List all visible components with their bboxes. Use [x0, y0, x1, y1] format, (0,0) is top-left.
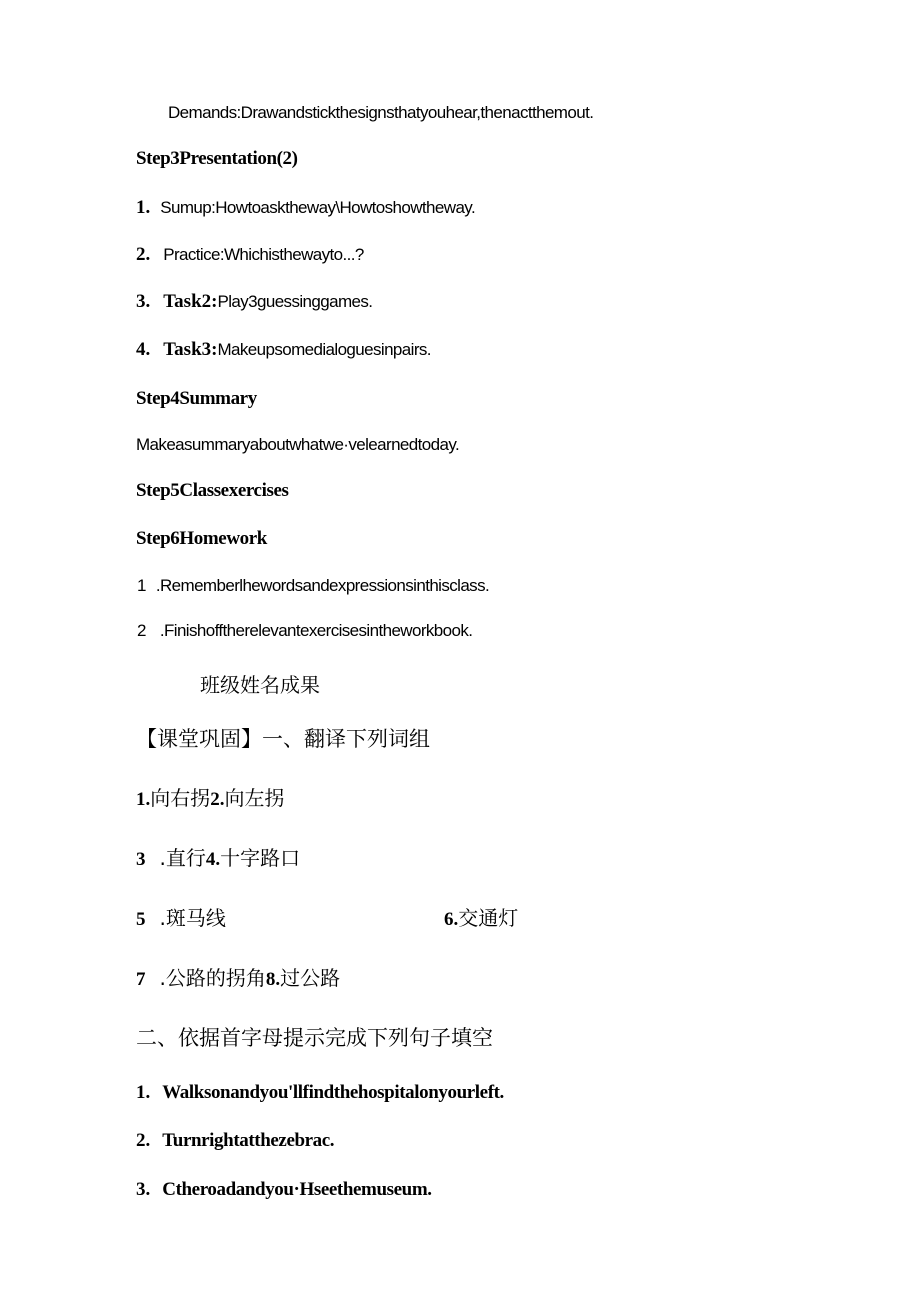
item-number: 2.	[210, 789, 225, 810]
item-number: 3.	[136, 1179, 151, 1200]
translate-row-2	[136, 848, 300, 869]
item-number: 5	[136, 909, 146, 930]
step3-item-3	[136, 292, 372, 311]
step3-heading: Step3Presentation(2)	[136, 148, 298, 169]
fill-item-2	[136, 1131, 334, 1150]
item-text: 十字路口	[220, 846, 301, 870]
item-text: Practice:Whichisthewayto...?	[163, 245, 364, 264]
item-number: 8.	[265, 969, 281, 990]
item-number: 4.	[136, 339, 151, 360]
translate-row-1	[136, 788, 285, 809]
item-number: 2.	[136, 1130, 151, 1151]
translate-row-4	[136, 968, 340, 989]
section2-title: 二、依据首字母提示完成下列句子填空	[136, 1026, 493, 1050]
fill-item-3	[136, 1180, 432, 1199]
class-name-score-line: 班级姓名成果	[200, 673, 320, 697]
item-number: 1.	[136, 197, 151, 218]
item-text: 向左拐	[224, 786, 285, 810]
item-text: 交通灯	[458, 906, 519, 930]
task-label: Task3:	[163, 339, 218, 360]
item-text: Ctheroadandyou·Hseethemuseum.	[162, 1179, 432, 1200]
item-text: .公路的拐角	[159, 966, 266, 990]
item-text: 向右拐	[150, 786, 211, 810]
item-number: 1	[137, 576, 146, 595]
item-text: 过公路	[280, 966, 341, 990]
step3-item-4	[136, 340, 431, 359]
section1-title: 【课堂巩固】一、翻译下列词组	[136, 727, 430, 751]
step6-heading: Step6Homework	[136, 528, 267, 549]
item-text: Makeupsomedialoguesinpairs.	[217, 340, 431, 359]
item-number: 6.	[444, 909, 459, 930]
item-text: Play3guessinggames.	[217, 292, 373, 311]
homework-item-1	[137, 577, 489, 594]
translate-row-3	[136, 908, 226, 929]
item-number: 7	[136, 969, 146, 990]
item-number: 3	[136, 849, 146, 870]
item-number: 2	[137, 621, 146, 640]
item-number: 2.	[136, 244, 151, 265]
homework-item-2	[137, 622, 472, 639]
fill-item-1	[136, 1083, 504, 1102]
item-text: .Rememberlhewordsandexpressionsinthisclass.	[155, 576, 490, 595]
demands-text: Demands:Drawandstickthesignsthatyouhear,thenactthemout.	[168, 103, 594, 122]
step5-heading: Step5Classexercises	[136, 480, 289, 501]
item-text: Walksonandyou'llfindthehospitalonyourleft.	[162, 1082, 504, 1103]
item-text: .Finishofftherelevantexercisesintheworkbook.	[159, 621, 473, 640]
item-number: 4.	[205, 849, 221, 870]
translate-row-3-right	[444, 908, 518, 929]
step3-item-2	[136, 245, 364, 264]
step3-item-1	[136, 198, 475, 217]
item-text: .斑马线	[159, 906, 226, 930]
item-text: Turnrightatthezebrac.	[162, 1130, 335, 1151]
item-number: 1.	[136, 789, 151, 810]
task-label: Task2:	[163, 291, 218, 312]
item-number: 3.	[136, 291, 151, 312]
step4-text: Makeasummaryaboutwhatwe·velearnedtoday.	[136, 435, 460, 454]
item-text: Sumup:Howtoasktheway\Howtoshowtheway.	[160, 198, 476, 217]
item-text: .直行	[159, 846, 206, 870]
item-number: 1.	[136, 1082, 151, 1103]
step4-heading: Step4Summary	[136, 388, 257, 409]
